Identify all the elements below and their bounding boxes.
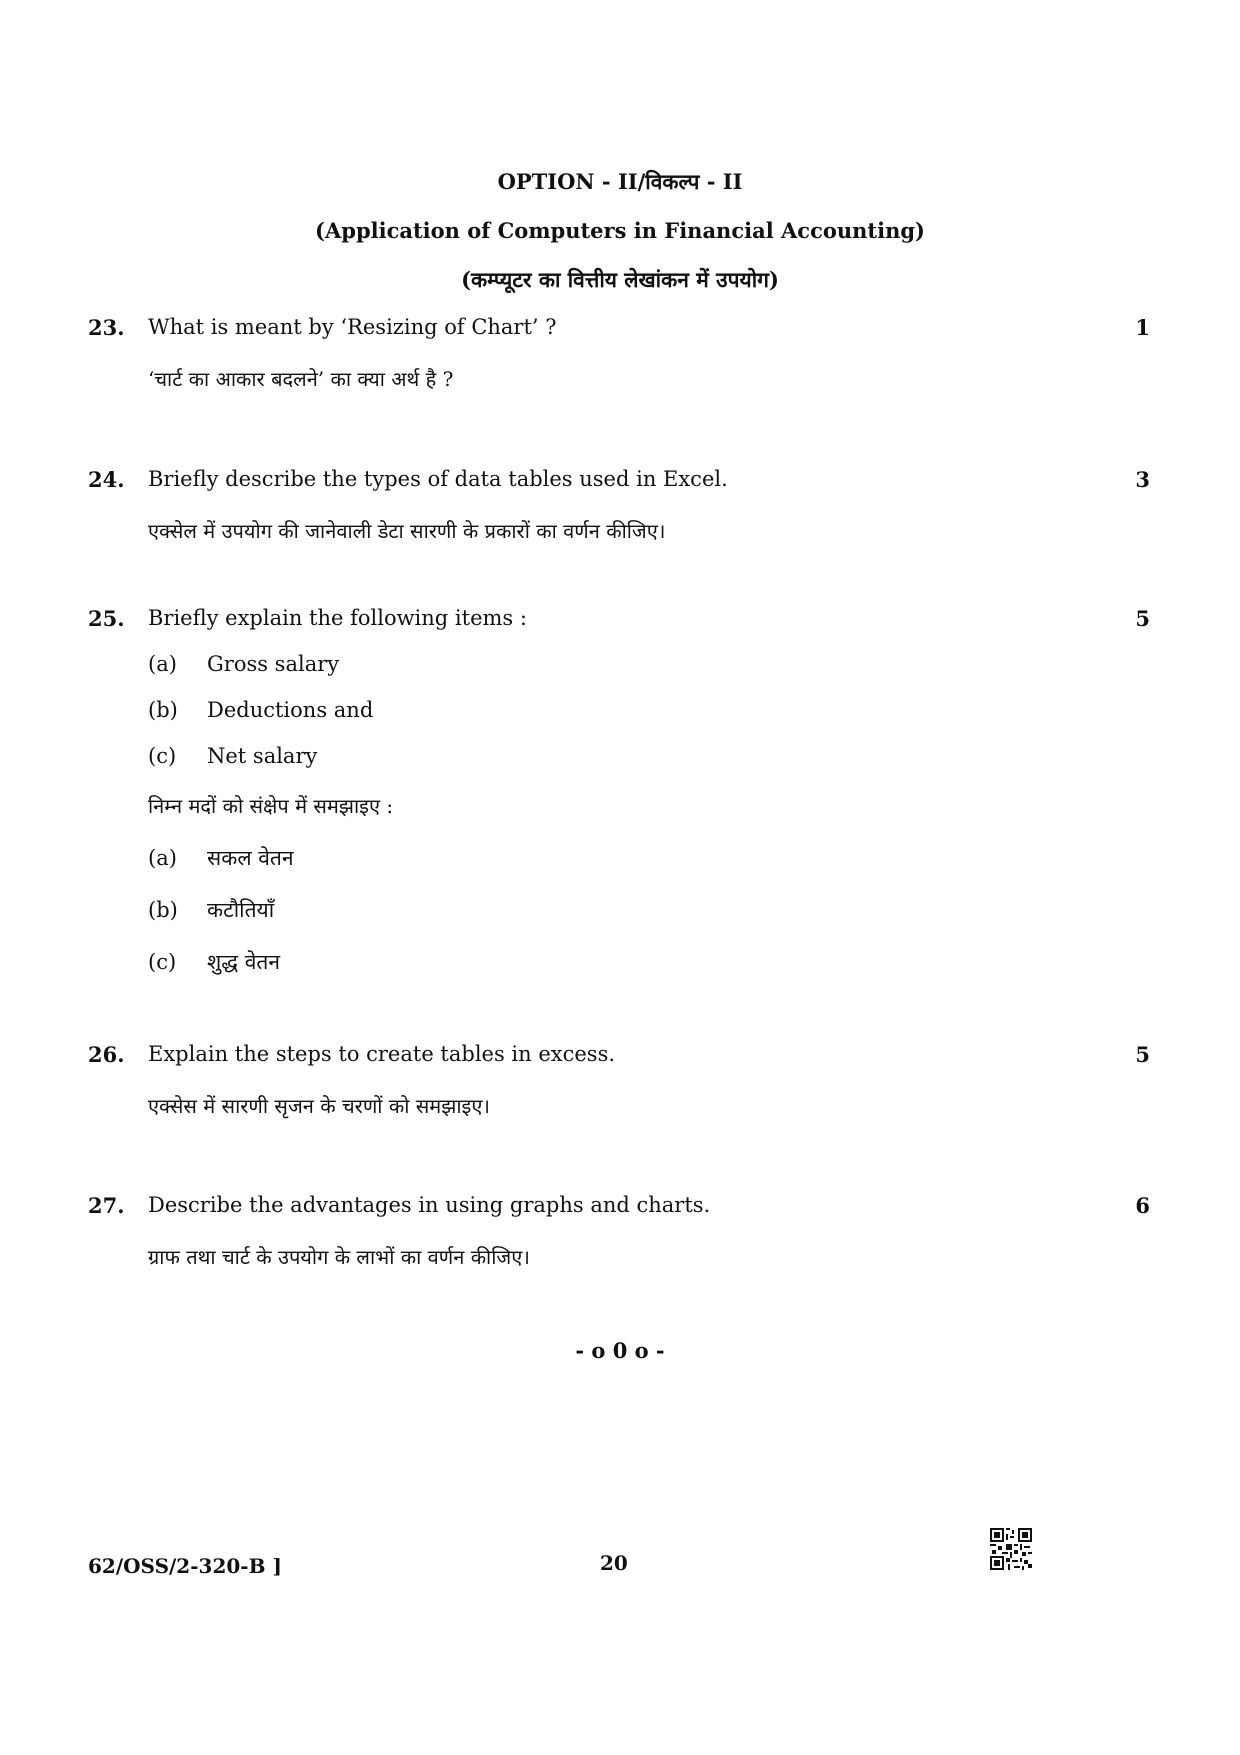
item-label: (a): [148, 846, 177, 870]
item-text: Net salary: [207, 744, 318, 768]
question-text: Briefly explain the following items :: [148, 606, 527, 630]
question-text-hindi: एक्सेल में उपयोग की जानेवाली डेटा सारणी के प्रकारों का वर्णन कीजिए।: [148, 519, 666, 543]
question-marks: 3: [1135, 467, 1150, 492]
question-text-hindi: ग्राफ तथा चार्ट के उपयोग के लाभों का वर्णन कीजिए।: [148, 1245, 530, 1269]
item-text-hindi: कटौतियाँ: [207, 898, 275, 922]
question-number: 27.: [88, 1193, 125, 1218]
question-text: Briefly describe the types of data tables used in Excel.: [148, 467, 728, 491]
question-text-hindi: निम्न मदों को संक्षेप में समझाइए :: [148, 794, 394, 818]
page-number: 20: [600, 1551, 628, 1575]
item-text-hindi: शुद्ध वेतन: [207, 950, 281, 974]
item-label: (c): [148, 950, 177, 974]
question-text: Describe the advantages in using graphs and charts.: [148, 1193, 711, 1217]
option-heading: OPTION - II/विकल्प - II: [497, 169, 743, 194]
paper-code: 62/OSS/2-320-B ]: [88, 1554, 282, 1578]
item-text-hindi: सकल वेतन: [207, 846, 294, 870]
item-label: (b): [148, 898, 178, 922]
subject-english: (Application of Computers in Financial Accounting): [315, 218, 925, 243]
question-marks: 5: [1135, 606, 1150, 631]
item-text: Gross salary: [207, 652, 340, 676]
question-number: 24.: [88, 467, 125, 492]
question-text: What is meant by ‘Resizing of Chart’ ?: [148, 315, 557, 339]
question-marks: 5: [1135, 1042, 1150, 1067]
subject-hindi: (कम्प्यूटर का वित्तीय लेखांकन में उपयोग): [461, 267, 779, 292]
question-number: 26.: [88, 1042, 125, 1067]
question-number: 23.: [88, 315, 125, 340]
question-text-hindi: ‘चार्ट का आकार बदलने’ का क्या अर्थ है ?: [148, 367, 454, 391]
question-text: Explain the steps to create tables in excess.: [148, 1042, 616, 1066]
item-label: (c): [148, 744, 177, 768]
question-marks: 6: [1135, 1193, 1150, 1218]
item-text: Deductions and: [207, 698, 374, 722]
question-text-hindi: एक्सेस में सारणी सृजन के चरणों को समझाइए।: [148, 1094, 490, 1118]
item-label: (b): [148, 698, 178, 722]
question-marks: 1: [1135, 315, 1150, 340]
qr-code-icon: [990, 1528, 1032, 1570]
question-number: 25.: [88, 606, 125, 631]
item-label: (a): [148, 652, 177, 676]
end-of-paper-mark: - o 0 o -: [575, 1338, 665, 1363]
